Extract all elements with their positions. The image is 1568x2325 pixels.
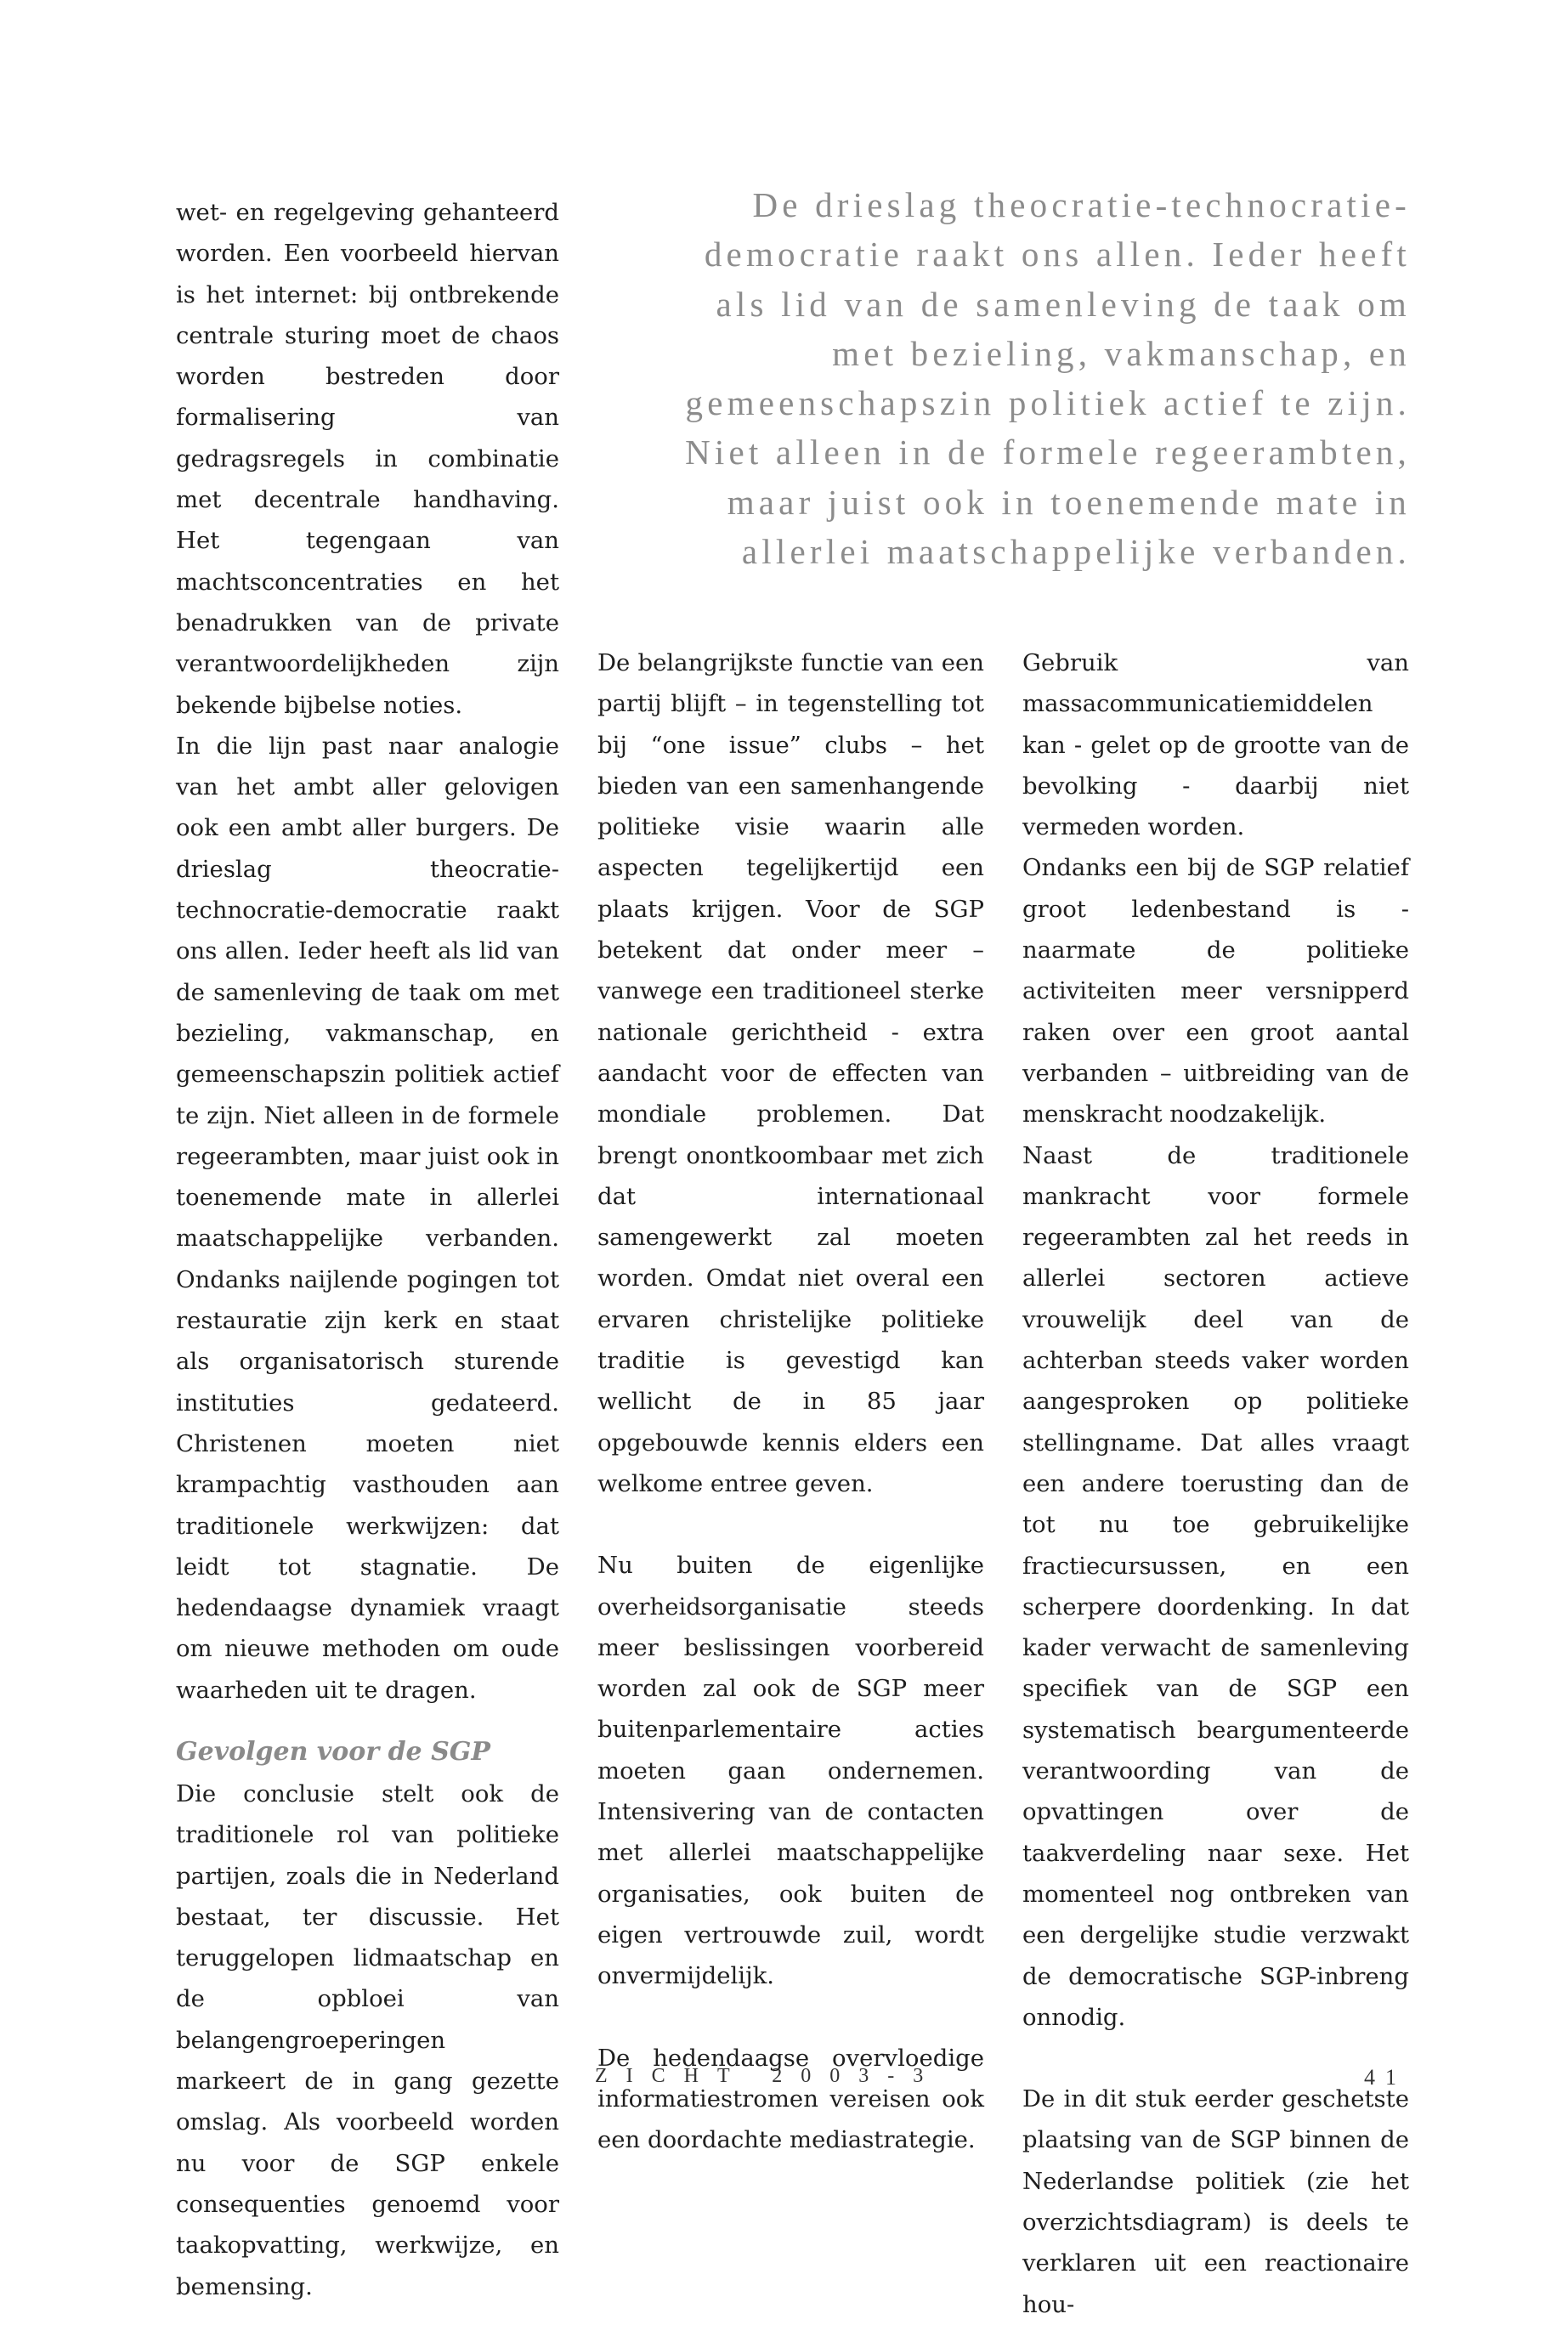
paragraph: De hedendaagse overvloedige informatiestromen vereisen ook een doordachte mediastrategie. — [597, 2044, 984, 2154]
pull-quote-line: gemeenschapszin politiek actief te zijn. — [685, 383, 1411, 423]
footer-publication-title: ZICHT 2003-3 — [595, 2065, 942, 2087]
pull-quote-line: allerlei maatschappelijke verbanden. — [741, 532, 1411, 572]
paragraph-spacer — [597, 1997, 984, 2038]
paragraph: De belangrijkste functie van een partij blijft – in tegenstelling tot bij “one issue” clubs – het bieden van een samenhangende politieke visie waarin alle aspecten tegelijkertijd een plaats krijgen. Voor de SGP betekent dat onder meer – vanwege een traditioneel sterke nationale gerichtheid - extra aandacht voor de effecten van mondiale problemen. Dat brengt onontkoombaar met zich dat internationaal samengewerkt zal moeten worden. Omdat niet overal een ervaren christelijke politieke traditie is gevestigd kan wellicht de in 85 jaar opgebouwde kennis elders een welkome entree geven. — [597, 649, 984, 1497]
page-number: 41 — [1364, 2065, 1407, 2090]
pull-quote-line: Niet alleen in de formele regeerambten, — [685, 433, 1411, 472]
paragraph: In die lijn past naar analogie van het ambt aller gelovigen ook een ambt aller burgers. De drieslag theocratie-technocratie-democratie raakt ons allen. Ieder heeft als lid van de samenleving de taak om met bezieling, vakmanschap, en gemeenschapszin politiek actief te zijn. Niet alleen in de formele regeerambten, maar juist ook in toenemende mate in allerlei maatschappelijke verbanden. Ondanks naijlende pogingen tot restauratie zijn kerk en staat als organisatorisch sturende instituties gedateerd. Christenen moeten niet krampachtig vasthouden aan traditionele werkwijzen: dat leidt tot stagnatie. De hedendaagse dynamiek vraagt om nieuwe methoden om oude waarheden uit te dragen. — [176, 732, 559, 1704]
paragraph: Nu buiten de eigenlijke overheidsorganisatie steeds meer beslissingen voorbereid worden zal ook de SGP meer buitenparlementaire acties moeten gaan ondernemen. Intensivering van de contacten met allerlei maatschappelijke organisaties, ook buiten de eigen vertrouwde zuil, wordt onvermijdelijk. — [597, 1552, 984, 1990]
pull-quote-line: De drieslag theocratie-technocratie- — [752, 185, 1411, 224]
paragraph: Ondanks een bij de SGP relatief groot ledenbestand is - naarmate de politieke activiteiten meer versnipperd raken over een groot aantal verbanden – uitbreiding van de menskracht noodzakelijk. — [1022, 854, 1409, 1129]
paragraph: Gebruik van massacommunicatiemiddelen kan - gelet op de grootte van de bevolking - daarbij niet vermeden worden. — [1022, 649, 1409, 841]
text-column-right — [1022, 642, 1409, 2325]
pull-quote-line: met bezieling, vakmanschap, en — [832, 333, 1411, 373]
paragraph: Naast de traditionele mankracht voor formele regeerambten zal het reeds in allerlei sectoren actieve vrouwelijk deel van de achterban steeds vaker worden aangesproken op politieke stellingname. Dat alles vraagt een andere toerusting dan de tot nu toe gebruikelijke fractiecursussen, en een scherpere doordenking. In dat kader verwacht de samenleving specifiek van de SGP een systematisch beargumenteerde verantwoording van de opvattingen over de taakverdeling naar sexe. Het momenteel nog ontbreken van een dergelijke studie verzwakt de democratische SGP-inbreng onnodig. — [1022, 1141, 1409, 2031]
paragraph-spacer — [597, 1504, 984, 1545]
text-column-middle — [597, 642, 984, 2160]
paragraph: wet- en regelgeving gehanteerd worden. Een voorbeeld hiervan is het internet: bij ontbrekende centrale sturing moet de chaos worden bestreden door formalisering van gedragsregels in combinatie met decentrale handhaving. Het tegengaan van machtsconcentraties en het benadrukken van de private verantwoordelijkheden zijn bekende bijbelse noties. — [176, 199, 559, 719]
paragraph: Die conclusie stelt ook de traditionele rol van politieke partijen, zoals die in Nederland bestaat, ter discussie. Het teruggelopen lidmaatschap en de opbloei van belangengroeperingen markeert de in gang gezette omslag. Als voorbeeld worden nu voor de SGP enkele consequenties genoemd voor taakopvatting, werkwijze, en bemensing. — [176, 1779, 559, 2300]
text-column-left — [176, 192, 559, 2307]
pull-quote-line: als lid van de samenleving de taak om — [716, 284, 1411, 324]
section-heading: Gevolgen voor de SGP — [176, 1736, 490, 1767]
paragraph: De in dit stuk eerder geschetste plaatsing van de SGP binnen de Nederlandse politiek (zie het overzichtsdiagram) is deels te verklaren uit een reactionaire hou- — [1022, 2085, 1409, 2318]
pull-quote-line: democratie raakt ons allen. Ieder heeft — [704, 235, 1411, 274]
pull-quote — [595, 180, 1411, 576]
pull-quote-line: maar juist ook in toenemende mate in — [727, 482, 1411, 522]
paragraph-spacer — [1022, 2038, 1409, 2079]
